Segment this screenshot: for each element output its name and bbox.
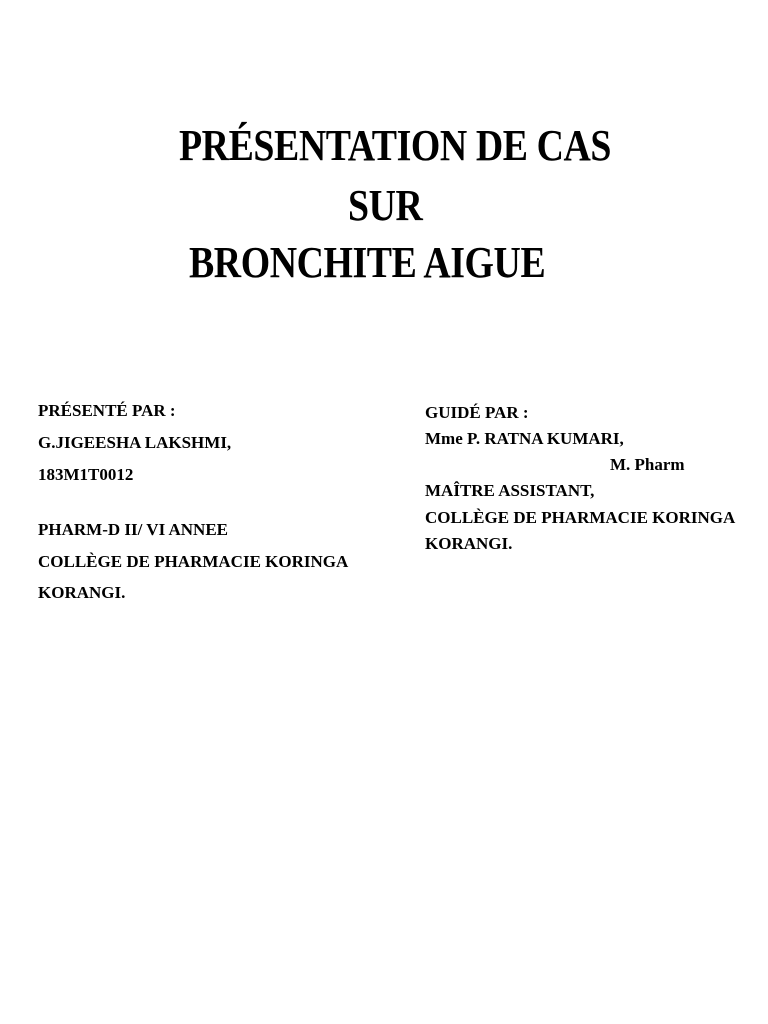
title-line-2: SUR: [348, 181, 423, 230]
guide-degree: M. Pharm: [610, 455, 685, 474]
guide-position: MAÎTRE ASSISTANT,: [425, 481, 595, 500]
presenter-course: PHARM-D II/ VI ANNEE: [38, 520, 229, 539]
presenter-name: G.JIGEESHA LAKSHMI,: [38, 433, 232, 452]
presenter-heading: PRÉSENTÉ PAR :: [38, 401, 176, 420]
title-line-1: PRÉSENTATION DE CAS: [179, 121, 611, 170]
guide-town: KORANGI.: [425, 534, 513, 553]
guide-heading: GUIDÉ PAR :: [425, 403, 529, 422]
guide-college: COLLÈGE DE PHARMACIE KORINGA: [425, 508, 736, 527]
guide-name: Mme P. RATNA KUMARI,: [425, 429, 624, 448]
presenter-college: COLLÈGE DE PHARMACIE KORINGA: [38, 552, 349, 571]
presenter-town: KORANGI.: [38, 583, 126, 602]
presenter-id: 183M1T0012: [38, 465, 134, 484]
title-line-3: BRONCHITE AIGUE: [189, 238, 546, 287]
